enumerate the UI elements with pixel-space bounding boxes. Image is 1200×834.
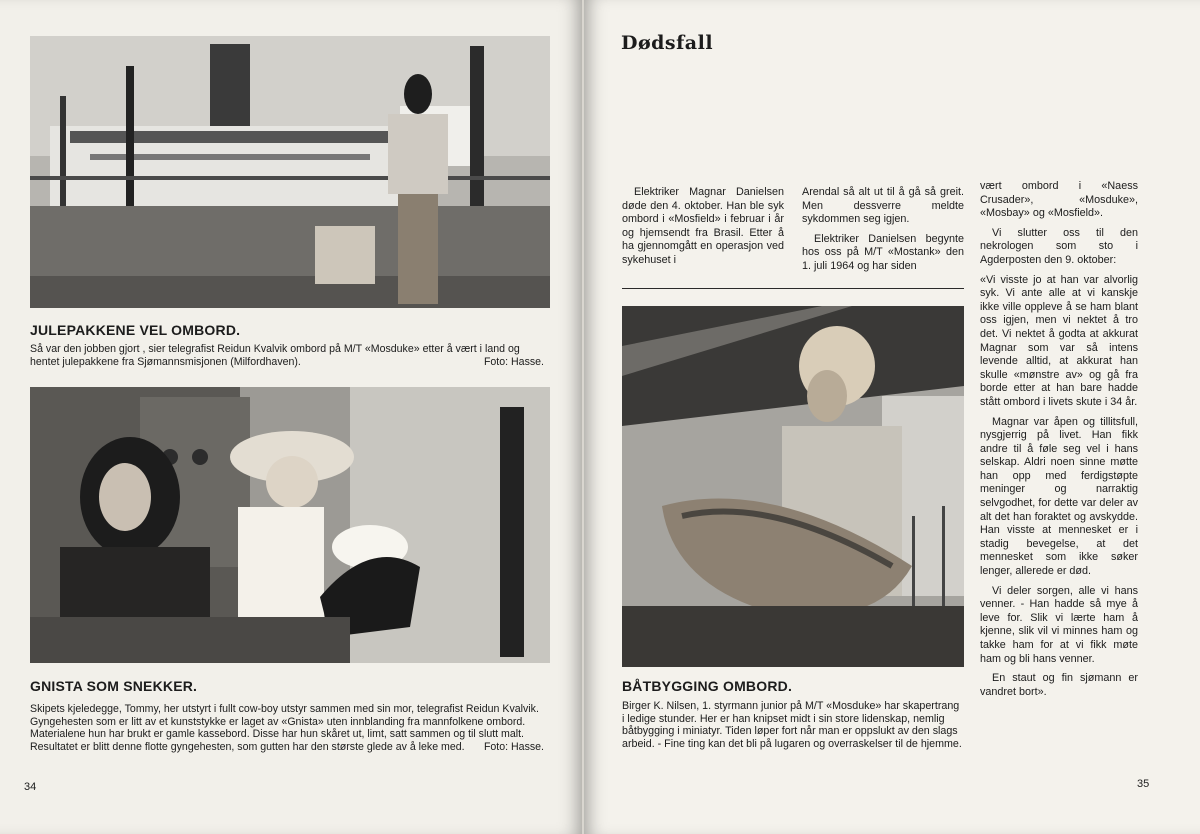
paragraph: vært ombord i «Naess Crusader», «Mosduke», «Mosbay» og «Mosfield». bbox=[980, 180, 1138, 220]
photo-gnista bbox=[30, 387, 550, 663]
right-page bbox=[584, 0, 1200, 834]
paragraph: Magnar var åpen og tillitsfull, nysgjerrig på livet. Han fikk andre til å føle seg vel i hans selskap. Aldri noen sinne møtte han opp med ferdigstøpte meninger og narraktig selvgodhet, for dette var deler av alt det han foraktet og avskydde. Han visste at mennesket er i stadig bevegelse, at det mennesket som ikke søker lenger, allerede er død. bbox=[980, 415, 1138, 578]
left-page bbox=[0, 0, 582, 834]
heading-gnista: GNISTA SOM SNEKKER. bbox=[30, 678, 198, 694]
caption-gnista bbox=[30, 703, 544, 753]
caption-text: Så var den jobben gjort , sier telegrafist Reidun Kvalvik ombord på M/T «Mosduke» etter å vært i land og hentet julepakkene fra Sjømannsmisjonen (Milfordhaven). bbox=[30, 343, 520, 368]
page-number-right: 35 bbox=[1137, 778, 1150, 790]
photo-credit: Foto: Hasse. bbox=[483, 355, 544, 368]
photo-julepakkene bbox=[30, 36, 550, 308]
page-number-left: 34 bbox=[24, 781, 37, 793]
caption-batbygging: Birger K. Nilsen, 1. styrmann junior på M/T «Mosduke» har skapertrang i ledige stunder. Her er han knipset midt i sin store lidenskap, nemlig båtbygging i miniatyr. Tiden løper fort når man er oppslukt av den slags arbeid. - Fine ting kan det bli på lugaren og overraskelser til de hjemme. bbox=[622, 700, 962, 750]
paragraph: En staut og fin sjømann er vandret bort». bbox=[980, 672, 1138, 698]
caption-text: Skipets kjeledegge, Tommy, her utstyrt i fullt cow-boy utstyr sammen med sin mor, telegrafist Reidun Kvalvik. Gyngehesten som er litt av et kunststykke er laget av «Gnista» uten innblanding fra mannfolkene ombord. Materialene hun har brukt er gamle kassebord. Disse har hun skåret ut, limt, satt sammen og til slutt malt. Resultatet er blitt denne flotte gyngehesten, som gutten har den største glede av å leke med. bbox=[30, 703, 539, 753]
photo-credit: Foto: Hasse. bbox=[483, 740, 544, 753]
paragraph: Elektriker Magnar Danielsen døde den 4. oktober. Han ble syk ombord i «Mosfield» i februar i år og hjemsendt fra Brasil. Etter å ha gjennomgått en operasjon ved sykehuset i bbox=[622, 186, 784, 266]
article-column-3 bbox=[980, 180, 1138, 705]
column-divider bbox=[622, 288, 964, 289]
photo-batbygging bbox=[622, 306, 964, 667]
paragraph: Arendal så alt ut til å gå så greit. Men dessverre meldte sykdommen seg igjen. bbox=[802, 186, 964, 226]
paragraph: Vi deler sorgen, alle vi hans venner. - Han hadde så mye å leve for. Slik vi lærte ham å kjenne, slik vil vi minnes ham og takke ham for at vi fikk møte ham og bli hans venner. bbox=[980, 584, 1138, 665]
heading-julepakkene: JULEPAKKENE VEL OMBORD. bbox=[30, 322, 241, 338]
article-column-2 bbox=[802, 186, 964, 280]
paragraph: Vi slutter oss til den nekrologen som sto i Agderposten den 9. oktober: bbox=[980, 226, 1138, 266]
paragraph: «Vi visste jo at han var alvorlig syk. Vi ante alle at vi kanskje ikke ville oppleve å se ham blant oss igjen, men vi nektet å tro det. Vi nektet å godta at akkurat Magnar som var så intens levende alltid, at akkurat han skulle «mønstre av» og gå fra borde etter at han bare hadde stått ombord i livets skute i 34 år. bbox=[980, 273, 1138, 408]
article-column-1 bbox=[622, 186, 784, 274]
caption-julepakkene bbox=[30, 343, 544, 368]
paragraph: Elektriker Danielsen begynte hos oss på M/T «Mostank» den 1. juli 1964 og har siden bbox=[802, 232, 964, 272]
page-title: Dødsfall bbox=[621, 32, 714, 54]
heading-batbygging: BÅTBYGGING OMBORD. bbox=[622, 678, 793, 694]
